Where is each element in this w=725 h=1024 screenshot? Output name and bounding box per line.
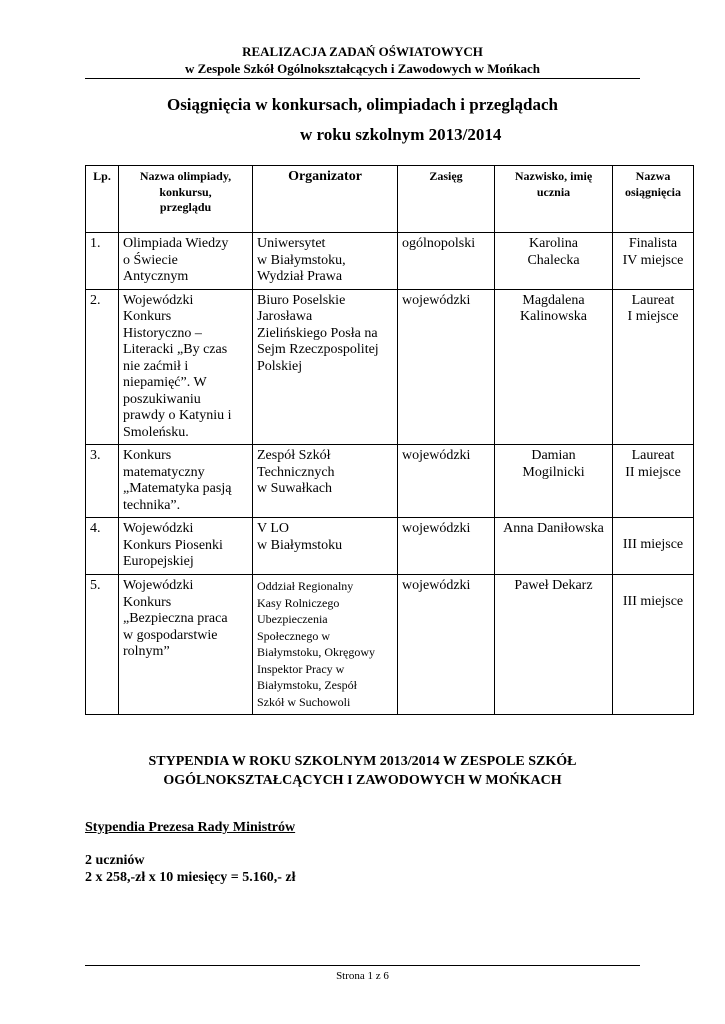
cell-organizator-line: Zielińskiego Posła na [257,325,378,341]
table-row [86,233,694,290]
cell-uczen-line: Anna Daniłowska [503,521,604,536]
cell-organizator-line: Zespół Szkół [257,448,331,463]
cell-organizator-line: Kasy Rolniczego [257,595,340,610]
cell-nazwa-line: rolnym” [123,644,170,659]
cell-nazwa-line: matematyczny [123,464,205,480]
header-line-2: w Zespole Szkół Ogólnokształcących i Zawodowych w Mońkach [185,61,540,76]
cell-nazwa-line: „Bezpieczna praca [123,611,228,626]
cell-uczen-line: Karolina [529,236,578,251]
scholarships-subtitle: Stypendia Prezesa Rady Ministrów [85,820,296,835]
header-nazwisko-line: Nazwisko, imię [514,169,593,183]
cell-organizator-line: Sejm Rzeczpospolitej [257,342,379,357]
header-osiagniecie-line: Nazwa [635,169,671,183]
header-lp: Lp. [86,166,119,233]
document-header [85,43,640,77]
cell-nazwa-line: Antycznym [123,269,189,284]
footer-rule [85,965,640,966]
cell-nazwa-line: Olimpiada Wiedzy [123,236,229,251]
cell-uczen-line: Chalecka [527,252,580,268]
cell-nazwa-line: Smoleńsku. [123,424,189,440]
cell-osiagniecie-line: Laureat [631,292,675,308]
cell-uczen-line: Mogilnicki [522,464,585,480]
cell-organizator-line: Technicznych [257,464,335,480]
table-body [86,233,694,715]
table-row [86,289,694,445]
cell-organizator-line: Ubezpieczenia [257,612,328,626]
cell-nazwa-line: prawdy o Katyniu i [123,408,232,423]
cell-lp: 4. [86,518,119,575]
cell-nazwa-line: w gospodarstwie [123,627,218,643]
cell-osiagniecie [613,233,694,290]
cell-uczen [495,518,613,575]
cell-uczen [495,445,613,518]
header-osiagniecie [613,166,694,233]
header-nazwisko [495,166,613,233]
cell-nazwa-line: Wojewódzki [123,578,194,593]
page-number: Strona 1 z 6 [336,970,389,982]
header-nazwa-line: przeglądu [159,200,212,214]
cell-osiagniecie-line: III miejsce [622,537,684,552]
cell-organizator-line: Białymstoku, Okręgowy [257,645,375,659]
cell-zasieg: wojewódzki [398,575,495,715]
cell-zasieg: wojewódzki [398,289,495,445]
cell-nazwa [119,445,253,518]
cell-nazwa-line: Konkurs [123,448,172,463]
cell-nazwa-line: „Matematyka pasją [123,481,232,496]
cell-osiagniecie-line: Finalista [628,236,678,251]
cell-zasieg: wojewódzki [398,518,495,575]
cell-organizator [253,233,398,290]
cell-organizator-line: Polskiej [257,358,303,374]
cell-organizator-line: V LO [257,521,290,536]
cell-nazwa-line: Konkurs [123,309,172,324]
cell-osiagniecie-line: II miejsce [625,464,681,480]
cell-organizator [253,445,398,518]
cell-nazwa [119,233,253,290]
cell-lp: 5. [86,575,119,715]
header-nazwa-line: Nazwa olimpiady, [139,169,232,183]
cell-nazwa-line: poszukiwaniu [123,391,201,407]
scholarships-title [85,752,640,790]
cell-osiagniecie [613,445,694,518]
cell-zasieg: ogólnopolski [398,233,495,290]
cell-organizator-line: Biuro Poselskie [257,292,346,308]
cell-organizator-line: Uniwersytet [257,236,326,251]
cell-lp: 2. [86,289,119,445]
header-nazwisko-line: ucznia [536,184,571,199]
header-osiagniecie-line: osiągnięcia [625,184,681,199]
scholarships-calculation: 2 x 258,-zł x 10 miesięcy = 5.160,- zł [85,870,296,885]
achievements-table [85,165,694,715]
cell-organizator [253,575,398,715]
cell-organizator-line: w Suwałkach [257,481,333,496]
cell-organizator-line: Społecznego w [257,628,330,643]
scholarships-title-line-2: OGÓLNOKSZTAŁCĄCYCH I ZAWODOWYCH W MOŃKACH [163,773,562,788]
cell-organizator-line: Szkół w Suchowoli [257,694,351,709]
cell-nazwa-line: niepamięć”. W [123,375,207,390]
cell-nazwa-line: Wojewódzki [123,521,194,536]
cell-organizator-line: Inspektor Pracy w [257,661,345,676]
cell-nazwa-line: Konkurs [123,594,172,610]
cell-uczen-line: Magdalena [522,292,585,308]
cell-nazwa-line: Konkurs Piosenki [123,537,223,553]
cell-uczen [495,575,613,715]
cell-uczen-line: Damian [531,448,576,463]
cell-organizator-line: w Białymstoku [257,537,343,553]
cell-nazwa-line: Wojewódzki [123,292,194,308]
header-rule [85,78,640,79]
cell-organizator [253,518,398,575]
cell-uczen-line: Paweł Dekarz [514,578,593,593]
cell-organizator-line: Białymstoku, Zespół [257,678,357,692]
table-row [86,445,694,518]
cell-lp: 3. [86,445,119,518]
scholarships-count: 2 uczniów [85,853,145,868]
cell-lp: 1. [86,233,119,290]
cell-nazwa [119,289,253,445]
cell-organizator-line: Jarosława [257,309,313,324]
cell-nazwa [119,518,253,575]
header-zasieg: Zasięg [398,166,495,233]
cell-nazwa-line: o Świecie [123,252,178,268]
cell-organizator-line: Oddział Regionalny [257,579,354,593]
cell-organizator-line: w Białymstoku, [257,252,346,268]
page-subtitle: w roku szkolnym 2013/2014 [300,125,502,144]
cell-uczen-line: Kalinowska [520,309,587,324]
header-line-1: REALIZACJA ZADAŃ OŚWIATOWYCH [242,44,483,59]
scholarships-title-line-1: STYPENDIA W ROKU SZKOLNYM 2013/2014 W ZESPOLE SZKÓŁ [148,754,577,769]
cell-osiagniecie-line: III miejsce [622,594,684,609]
cell-uczen [495,233,613,290]
cell-nazwa-line: Literacki „By czas [123,342,228,357]
cell-osiagniecie [613,518,694,575]
cell-osiagniecie-line: Laureat [631,448,675,463]
cell-osiagniecie-line: I miejsce [627,309,679,324]
cell-nazwa-line: Europejskiej [123,554,194,569]
table-header-row [86,166,694,233]
cell-nazwa [119,575,253,715]
cell-nazwa-line: nie zaćmił i [123,358,189,374]
header-organizator: Organizator [253,166,398,233]
cell-uczen [495,289,613,445]
cell-zasieg: wojewódzki [398,445,495,518]
cell-osiagniecie-line: IV miejsce [622,252,684,268]
header-nazwa [119,166,253,233]
cell-organizator [253,289,398,445]
cell-organizator-line: Wydział Prawa [257,269,343,284]
header-nazwa-line: konkursu, [159,184,212,199]
cell-nazwa-line: Historyczno – [123,325,202,341]
cell-osiagniecie [613,575,694,715]
table-row [86,518,694,575]
cell-nazwa-line: technika”. [123,497,181,513]
page-title: Osiągnięcia w konkursach, olimpiadach i przeglądach [166,95,559,114]
cell-osiagniecie [613,289,694,445]
table-row [86,575,694,715]
